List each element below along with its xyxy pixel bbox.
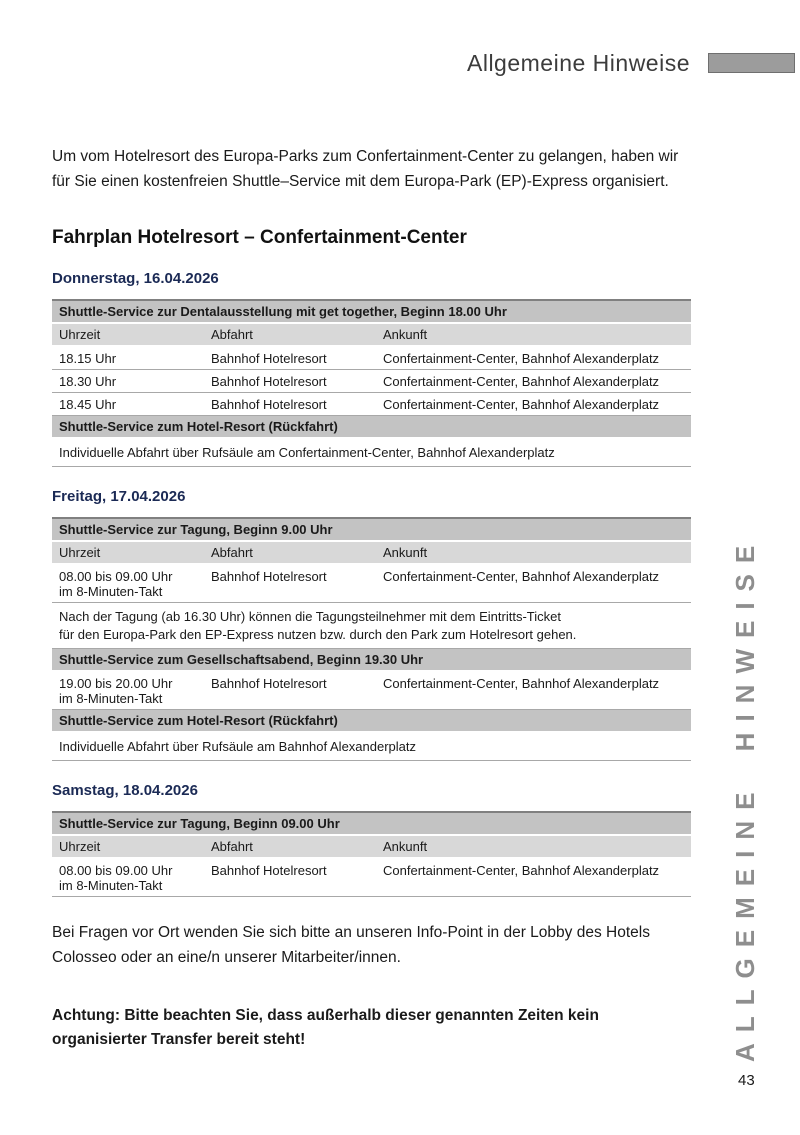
info-paragraph: Bei Fragen vor Ort wenden Sie sich bitte an unseren Info-Point in der Lobby des Hotels Colosseo oder an eine/n unserer Mitarbeiter/innen. <box>52 924 650 966</box>
column-label-abfahrt: Abfahrt <box>211 545 253 560</box>
content-column <box>0 144 691 1052</box>
column-label-uhrzeit: Uhrzeit <box>59 327 101 342</box>
table-row <box>52 370 691 393</box>
column-label-ankunft: Ankunft <box>383 327 428 342</box>
cell-time <box>59 676 211 706</box>
cell-time-line1: 19.00 bis 20.00 Uhr <box>59 676 173 691</box>
cell-departure: Bahnhof Hotelresort <box>211 351 327 366</box>
intro-paragraph: Um vom Hotelresort des Europa-Parks zum Confertainment-Center zu gelangen, haben wir für Sie einen kostenfreien Shuttle–Service mit dem Europa-Park (EP)-Express organisiert. <box>52 148 679 190</box>
table-section-header: Shuttle-Service zum Gesellschaftsabend, Beginn 19.30 Uhr <box>52 649 691 672</box>
cell-time <box>59 569 211 599</box>
day-heading-samstag: Samstag, 18.04.2026 <box>52 782 198 799</box>
cell-time-line2: im 8-Minuten-Takt <box>59 691 163 706</box>
cell-time: 18.15 Uhr <box>59 351 117 366</box>
cell-departure: Bahnhof Hotelresort <box>211 676 327 691</box>
cell-arrival: Confertainment-Center, Bahnhof Alexanderplatz <box>383 569 660 584</box>
cell-departure: Bahnhof Hotelresort <box>211 863 327 878</box>
table-row <box>52 347 691 370</box>
note-line1: Nach der Tagung (ab 16.30 Uhr) können die Tagungsteilnehmer mit dem Eintritts-Ticket <box>59 609 561 624</box>
warning-paragraph: Achtung: Bitte beachten Sie, dass außerhalb dieser genannten Zeiten kein organisierter Transfer bereit steht! <box>52 1007 599 1048</box>
column-label-uhrzeit: Uhrzeit <box>59 545 101 560</box>
schedule-title: Fahrplan Hotelresort – Confertainment-Center <box>52 227 467 248</box>
schedule-table-samstag <box>52 811 691 897</box>
column-label-ankunft: Ankunft <box>383 545 428 560</box>
page-title: Allgemeine Hinweise <box>467 50 690 76</box>
cell-arrival: Confertainment-Center, Bahnhof Alexanderplatz <box>383 374 660 389</box>
cell-arrival: Confertainment-Center, Bahnhof Alexanderplatz <box>383 676 660 691</box>
table-note: Individuelle Abfahrt über Rufsäule am Confertainment-Center, Bahnhof Alexanderplatz <box>52 439 691 467</box>
table-section-header: Shuttle-Service zur Tagung, Beginn 09.00 Uhr <box>52 813 691 836</box>
cell-departure: Bahnhof Hotelresort <box>211 569 327 584</box>
table-section-header: Shuttle-Service zum Hotel-Resort (Rückfahrt) <box>52 416 691 439</box>
table-column-header <box>52 836 691 859</box>
page-header <box>0 0 800 76</box>
table-section-header: Shuttle-Service zur Dentalausstellung mit get together, Beginn 18.00 Uhr <box>52 301 691 324</box>
cell-time-line2: im 8-Minuten-Takt <box>59 584 163 599</box>
page-number: 43 <box>738 1072 755 1089</box>
cell-time: 18.45 Uhr <box>59 397 117 412</box>
cell-departure: Bahnhof Hotelresort <box>211 397 327 412</box>
table-section-header: Shuttle-Service zum Hotel-Resort (Rückfahrt) <box>52 710 691 733</box>
table-section-header: Shuttle-Service zur Tagung, Beginn 9.00 Uhr <box>52 519 691 542</box>
cell-arrival: Confertainment-Center, Bahnhof Alexanderplatz <box>383 351 660 366</box>
cell-time-line1: 08.00 bis 09.00 Uhr <box>59 863 173 878</box>
cell-departure: Bahnhof Hotelresort <box>211 374 327 389</box>
schedule-table-donnerstag <box>52 299 691 467</box>
table-row <box>52 859 691 897</box>
table-row <box>52 672 691 710</box>
table-row <box>52 565 691 603</box>
schedule-table-freitag <box>52 517 691 761</box>
day-heading-donnerstag: Donnerstag, 16.04.2026 <box>52 270 219 287</box>
table-row <box>52 393 691 416</box>
table-note <box>52 603 691 649</box>
cell-arrival: Confertainment-Center, Bahnhof Alexanderplatz <box>383 397 660 412</box>
cell-time-line1: 08.00 bis 09.00 Uhr <box>59 569 173 584</box>
note-line2: für den Europa-Park den EP-Express nutzen bzw. durch den Park zum Hotelresort gehen. <box>59 627 577 642</box>
column-label-abfahrt: Abfahrt <box>211 839 253 854</box>
table-note: Individuelle Abfahrt über Rufsäule am Bahnhof Alexanderplatz <box>52 733 691 761</box>
day-heading-freitag: Freitag, 17.04.2026 <box>52 488 186 505</box>
column-label-uhrzeit: Uhrzeit <box>59 839 101 854</box>
header-accent-bar <box>708 53 795 73</box>
table-column-header <box>52 324 691 347</box>
cell-time-line2: im 8-Minuten-Takt <box>59 878 163 893</box>
cell-time: 18.30 Uhr <box>59 374 117 389</box>
column-label-abfahrt: Abfahrt <box>211 327 253 342</box>
column-label-ankunft: Ankunft <box>383 839 428 854</box>
table-column-header <box>52 542 691 565</box>
sidebar-vertical-label: ALLGEMEINE HINWEISE <box>730 534 760 1062</box>
cell-time <box>59 863 211 893</box>
cell-arrival: Confertainment-Center, Bahnhof Alexanderplatz <box>383 863 660 878</box>
